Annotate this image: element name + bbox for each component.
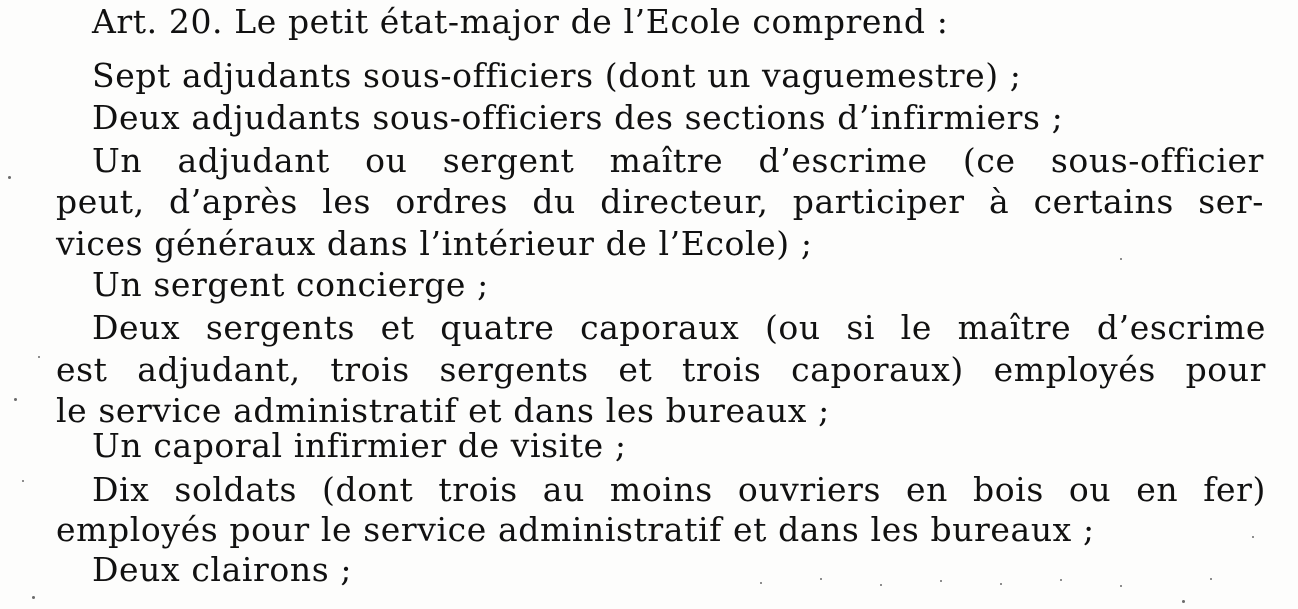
text-line: Un caporal infirmier de visite ; <box>92 426 627 465</box>
text-line: peut, d’après les ordres du directeur, participer à certains ser- <box>56 182 1264 221</box>
text-line: Un adjudant ou sergent maître d’escrime (ce sous-officier <box>92 141 1264 180</box>
text-line: le service administratif et dans les bureaux ; <box>56 391 830 430</box>
text-line: Un sergent concierge ; <box>92 265 489 304</box>
scan-speck <box>1060 579 1062 581</box>
scan-speck <box>1182 600 1185 603</box>
scan-speck <box>14 398 17 401</box>
scan-speck <box>38 356 40 358</box>
text-line: Sept adjudants sous-officiers (dont un vaguemestre) ; <box>92 56 1022 95</box>
scan-speck <box>820 578 822 580</box>
scan-speck <box>1000 583 1002 585</box>
scan-speck <box>32 596 35 599</box>
scan-speck <box>8 176 11 179</box>
scan-speck <box>880 584 882 586</box>
text-line: employés pour le service administratif et dans les bureaux ; <box>56 510 1095 549</box>
scan-speck <box>1120 258 1122 260</box>
text-line: Deux sergents et quatre caporaux (ou si le maître d’escrime <box>92 308 1266 347</box>
scan-speck <box>1210 578 1212 580</box>
text-line: Deux clairons ; <box>92 550 353 589</box>
text-line: est adjudant, trois sergents et trois caporaux) employés pour <box>56 350 1266 389</box>
text-line: Dix soldats (dont trois au moins ouvriers en bois ou en fer) <box>92 470 1266 509</box>
scan-speck <box>1120 585 1122 587</box>
scan-speck <box>22 480 24 482</box>
text-line: Deux adjudants sous-officiers des sections d’infirmiers ; <box>92 98 1064 137</box>
scan-speck <box>940 580 942 582</box>
article-heading: Art. 20. Le petit état-major de l’Ecole comprend : <box>92 2 949 41</box>
scan-speck <box>1252 536 1254 538</box>
text-line: vices généraux dans l’intérieur de l’Ecole) ; <box>56 224 813 263</box>
scan-speck <box>760 582 762 584</box>
